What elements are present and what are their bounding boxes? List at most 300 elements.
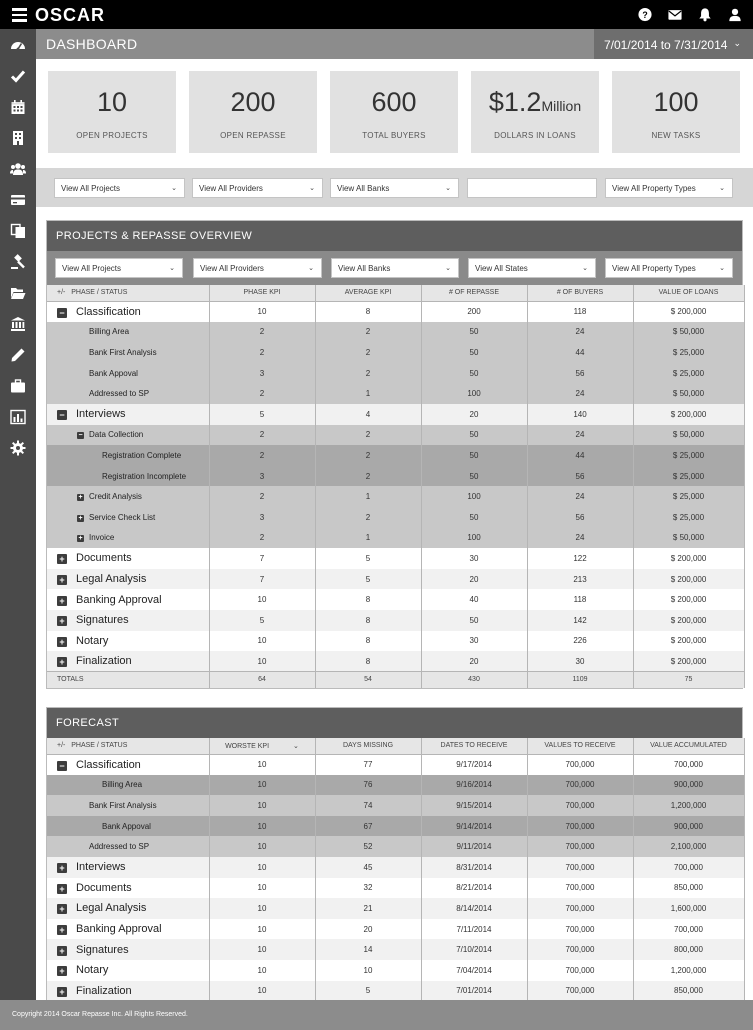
- chevron-down-icon: ⌄: [733, 38, 741, 48]
- kpi-row: [36, 59, 753, 168]
- table-cell: 700,000: [527, 898, 633, 919]
- table-cell: 30: [527, 651, 633, 672]
- overview-property-types-select[interactable]: [605, 258, 733, 278]
- table-cell: 1: [315, 486, 421, 507]
- table-cell: 10: [209, 960, 315, 981]
- phase-cell: [47, 754, 209, 775]
- table-row[interactable]: [47, 651, 744, 672]
- table-cell: 2: [315, 445, 421, 466]
- phase-name: Finalization: [76, 984, 132, 997]
- table-cell: 24: [527, 425, 633, 446]
- phase-name: Classification: [76, 305, 141, 318]
- table-row[interactable]: [47, 836, 744, 857]
- phase-cell: [47, 569, 209, 590]
- expand-icon[interactable]: +: [57, 596, 67, 606]
- table-row[interactable]: [47, 548, 744, 569]
- table-row[interactable]: [47, 919, 744, 940]
- phase-cell: [47, 816, 209, 837]
- table-cell: 700,000: [527, 878, 633, 899]
- table-cell: 2: [209, 486, 315, 507]
- overview-providers-select[interactable]: [193, 258, 322, 278]
- kpi-label: NEW TASKS: [651, 131, 701, 140]
- table-cell: 2: [315, 363, 421, 384]
- table-cell: 30: [421, 548, 527, 569]
- table-cell: 700,000: [527, 754, 633, 775]
- toggle-column-label: +/-: [57, 289, 66, 297]
- expand-icon[interactable]: +: [57, 554, 67, 564]
- table-cell: 56: [527, 363, 633, 384]
- collapse-icon[interactable]: −: [57, 761, 67, 771]
- table-cell: 7/01/2014: [421, 981, 527, 1002]
- overview-states-select[interactable]: [468, 258, 596, 278]
- table-row[interactable]: [47, 610, 744, 631]
- phase-name: Signatures: [76, 614, 129, 627]
- table-cell: 700,000: [633, 754, 744, 775]
- table-cell: 1,200,000: [633, 960, 744, 981]
- phase-cell: [47, 651, 209, 672]
- table-row[interactable]: [47, 363, 744, 384]
- table-row[interactable]: [47, 425, 744, 446]
- phase-cell: [47, 528, 209, 549]
- table-row[interactable]: [47, 795, 744, 816]
- table-row[interactable]: [47, 960, 744, 981]
- phase-cell: [47, 836, 209, 857]
- table-row[interactable]: [47, 466, 744, 487]
- table-cell: 430: [421, 672, 527, 688]
- table-cell: $ 200,000: [633, 301, 744, 322]
- chevron-down-icon: ⌄: [445, 185, 451, 192]
- table-cell: 850,000: [633, 981, 744, 1002]
- overview-panel-title: PROJECTS & REPASSE OVERVIEW: [47, 221, 742, 251]
- column-header-phase: [47, 738, 209, 754]
- pencil-icon[interactable]: [10, 347, 26, 363]
- table-cell: 9/14/2014: [421, 816, 527, 837]
- bell-icon[interactable]: [698, 7, 712, 22]
- help-icon[interactable]: [638, 7, 652, 22]
- table-row[interactable]: [47, 383, 744, 404]
- expand-icon[interactable]: +: [57, 863, 67, 873]
- phase-cell: [47, 425, 209, 446]
- sidebar: [0, 29, 36, 1000]
- phase-name: Finalization: [76, 655, 132, 668]
- bank-icon[interactable]: [10, 316, 26, 332]
- phase-cell: [47, 548, 209, 569]
- table-cell: 2: [315, 507, 421, 528]
- kpi-card-open-projects: [48, 71, 176, 153]
- bar-chart-icon[interactable]: [10, 409, 26, 425]
- phase-column-label: PHASE / STATUS: [71, 742, 128, 750]
- expand-icon[interactable]: +: [57, 884, 67, 894]
- expand-icon[interactable]: +: [57, 657, 67, 667]
- kpi-label: TOTAL BUYERS: [362, 131, 426, 140]
- phase-name: Notary: [76, 964, 109, 977]
- expand-icon[interactable]: +: [57, 575, 67, 585]
- table-cell: 10: [209, 795, 315, 816]
- phase-cell: [47, 486, 209, 507]
- table-cell: 50: [421, 322, 527, 343]
- expand-icon[interactable]: +: [57, 637, 67, 647]
- table-cell: 54: [315, 672, 421, 688]
- phase-name: Notary: [76, 634, 109, 647]
- table-cell: 4: [315, 404, 421, 425]
- property-types-filter-select[interactable]: [605, 178, 733, 198]
- expand-icon[interactable]: +: [57, 946, 67, 956]
- table-cell: 8/31/2014: [421, 857, 527, 878]
- expand-icon[interactable]: +: [57, 616, 67, 626]
- table-row[interactable]: [47, 939, 744, 960]
- dashboard-header: [36, 29, 753, 59]
- table-cell: $ 25,000: [633, 507, 744, 528]
- table-cell: 3: [209, 363, 315, 384]
- collapse-icon[interactable]: −: [57, 308, 67, 318]
- table-row[interactable]: [47, 878, 744, 899]
- hamburger-menu-icon[interactable]: [12, 8, 27, 21]
- table-header-row: [47, 285, 744, 301]
- table-cell: 1: [315, 383, 421, 404]
- table-row[interactable]: [47, 445, 744, 466]
- banks-filter-select[interactable]: [330, 178, 459, 198]
- table-cell: 76: [315, 775, 421, 796]
- table-row[interactable]: [47, 507, 744, 528]
- table-cell: 50: [421, 610, 527, 631]
- select-value: View All Property Types: [612, 264, 696, 273]
- kpi-value: $1.2: [488, 87, 542, 117]
- table-cell: 118: [527, 589, 633, 610]
- chevron-down-icon: ⌄: [719, 265, 725, 272]
- kpi-value: 600: [371, 87, 417, 117]
- phase-cell: [47, 342, 209, 363]
- column-header-value-accumulated: VALUE ACCUMULATED: [633, 738, 744, 754]
- table-cell: 226: [527, 631, 633, 652]
- chevron-down-icon: ⌄: [293, 742, 299, 750]
- table-cell: 8: [315, 589, 421, 610]
- phase-cell: [47, 631, 209, 652]
- table-cell: 2: [209, 528, 315, 549]
- phase-name: Bank First Analysis: [89, 347, 157, 357]
- table-cell: 100: [421, 528, 527, 549]
- table-cell: 2: [209, 425, 315, 446]
- chevron-down-icon: ⌄: [582, 265, 588, 272]
- global-filter-bar: [36, 168, 753, 207]
- phase-cell: [47, 857, 209, 878]
- top-bar: [0, 0, 753, 29]
- table-cell: 9/17/2014: [421, 754, 527, 775]
- phase-cell: [47, 981, 209, 1002]
- date-range-dropdown[interactable]: [594, 29, 753, 59]
- table-cell: 122: [527, 548, 633, 569]
- gavel-icon[interactable]: [10, 254, 26, 270]
- phase-name: Signatures: [76, 943, 129, 956]
- table-cell: 3: [209, 466, 315, 487]
- table-cell: 700,000: [527, 836, 633, 857]
- kpi-card-dollars-in-loans: [471, 71, 599, 153]
- totals-row: [47, 672, 744, 688]
- table-cell: $ 200,000: [633, 651, 744, 672]
- table-row[interactable]: [47, 322, 744, 343]
- table-cell: 1,200,000: [633, 795, 744, 816]
- table-cell: 50: [421, 342, 527, 363]
- phase-name: Invoice: [89, 533, 115, 543]
- brand-logo: OSCAR: [35, 5, 106, 25]
- table-row[interactable]: [47, 486, 744, 507]
- table-cell: $ 200,000: [633, 631, 744, 652]
- table-cell: 10: [209, 631, 315, 652]
- table-cell: 10: [209, 939, 315, 960]
- table-cell: 900,000: [633, 775, 744, 796]
- phase-cell: [47, 589, 209, 610]
- search-input[interactable]: [467, 178, 597, 198]
- phase-name: Legal Analysis: [76, 902, 147, 915]
- expand-icon[interactable]: +: [57, 966, 67, 976]
- table-cell: 8: [315, 631, 421, 652]
- phase-cell: [47, 383, 209, 404]
- table-cell: 9/15/2014: [421, 795, 527, 816]
- table-cell: 700,000: [527, 960, 633, 981]
- table-cell: 8/21/2014: [421, 878, 527, 899]
- table-cell: 700,000: [527, 795, 633, 816]
- phase-cell: [47, 898, 209, 919]
- table-cell: 10: [315, 960, 421, 981]
- forecast-table-body: [47, 754, 744, 1001]
- table-cell: 20: [421, 651, 527, 672]
- table-cell: 850,000: [633, 878, 744, 899]
- table-cell: 24: [527, 486, 633, 507]
- table-row[interactable]: [47, 569, 744, 590]
- expand-icon[interactable]: +: [78, 494, 83, 502]
- phase-name: Registration Incomplete: [102, 471, 187, 481]
- table-cell: $ 200,000: [633, 548, 744, 569]
- folder-open-icon[interactable]: [10, 285, 26, 301]
- gear-icon[interactable]: [10, 440, 26, 456]
- table-cell: 2: [315, 425, 421, 446]
- table-row[interactable]: [47, 981, 744, 1002]
- date-range-label: 7/01/2014 to 7/31/2014: [604, 38, 728, 52]
- table-cell: 3: [209, 507, 315, 528]
- kpi-value: 10: [96, 87, 128, 117]
- projects-filter-select[interactable]: [54, 178, 185, 198]
- table-cell: 1,600,000: [633, 898, 744, 919]
- select-value: View All Banks: [337, 184, 390, 193]
- table-cell: 56: [527, 466, 633, 487]
- expand-icon[interactable]: +: [57, 904, 67, 914]
- table-cell: 10: [209, 981, 315, 1002]
- user-icon[interactable]: [728, 7, 742, 22]
- dashboard-icon[interactable]: [10, 37, 26, 53]
- table-cell: 800,000: [633, 939, 744, 960]
- table-row[interactable]: [47, 898, 744, 919]
- table-cell: 10: [209, 816, 315, 837]
- chevron-down-icon: ⌄: [169, 265, 175, 272]
- collapse-icon[interactable]: −: [57, 410, 67, 420]
- table-cell: 10: [209, 857, 315, 878]
- chevron-down-icon: ⌄: [309, 185, 315, 192]
- column-header-values-to-receive: VALUES TO RECEIVE: [527, 738, 633, 754]
- building-icon[interactable]: [10, 130, 26, 146]
- mail-icon[interactable]: [668, 7, 682, 22]
- table-row[interactable]: [47, 528, 744, 549]
- table-cell: 200: [421, 301, 527, 322]
- table-cell: 32: [315, 878, 421, 899]
- table-cell: 50: [421, 445, 527, 466]
- table-cell: 10: [209, 775, 315, 796]
- phase-name: Banking Approval: [76, 593, 162, 606]
- table-cell: $ 25,000: [633, 466, 744, 487]
- phase-name: Registration Complete: [102, 450, 182, 460]
- table-cell: 900,000: [633, 816, 744, 837]
- expand-icon[interactable]: +: [78, 514, 83, 522]
- select-value: View All Providers: [199, 184, 263, 193]
- column-header-worste-kpi[interactable]: [209, 738, 315, 754]
- table-row[interactable]: [47, 631, 744, 652]
- table-cell: 64: [209, 672, 315, 688]
- table-cell: 2: [315, 342, 421, 363]
- table-cell: 10: [209, 651, 315, 672]
- table-cell: 5: [315, 981, 421, 1002]
- users-icon[interactable]: [10, 161, 26, 177]
- table-cell: 5: [315, 548, 421, 569]
- table-row[interactable]: [47, 857, 744, 878]
- table-row[interactable]: [47, 775, 744, 796]
- table-cell: 7: [209, 548, 315, 569]
- table-cell: 700,000: [527, 857, 633, 878]
- table-cell: 2: [209, 342, 315, 363]
- table-cell: 24: [527, 383, 633, 404]
- phase-cell: [47, 795, 209, 816]
- phase-name: Bank Appoval: [89, 368, 138, 378]
- select-value: View All Projects: [61, 184, 120, 193]
- chevron-down-icon: ⌄: [171, 185, 177, 192]
- kpi-label: DOLLARS IN LOANS: [494, 131, 576, 140]
- table-cell: 213: [527, 569, 633, 590]
- phase-cell: [47, 301, 209, 322]
- table-cell: 7/04/2014: [421, 960, 527, 981]
- totals-label: TOTALS: [47, 672, 209, 688]
- table-cell: 700,000: [527, 775, 633, 796]
- table-cell: 2: [209, 383, 315, 404]
- table-cell: 40: [421, 589, 527, 610]
- expand-icon[interactable]: +: [78, 535, 83, 543]
- table-cell: 2,100,000: [633, 836, 744, 857]
- table-cell: $ 25,000: [633, 363, 744, 384]
- table-cell: 7: [209, 569, 315, 590]
- table-cell: 10: [209, 878, 315, 899]
- expand-icon[interactable]: +: [57, 987, 67, 997]
- phase-name: Documents: [76, 552, 132, 565]
- table-cell: 10: [209, 754, 315, 775]
- phase-name: Data Collection: [89, 430, 144, 440]
- worste-kpi-label: WORSTE KPI: [225, 742, 270, 750]
- copy-icon[interactable]: [10, 223, 26, 239]
- table-row[interactable]: [47, 404, 744, 425]
- table-cell: $ 25,000: [633, 486, 744, 507]
- table-row[interactable]: [47, 816, 744, 837]
- expand-icon[interactable]: +: [57, 925, 67, 935]
- table-row[interactable]: [47, 342, 744, 363]
- table-cell: 700,000: [527, 939, 633, 960]
- table-cell: 118: [527, 301, 633, 322]
- toggle-column-label: +/-: [57, 742, 66, 750]
- table-cell: 8/14/2014: [421, 898, 527, 919]
- svg-text:?: ?: [642, 10, 648, 20]
- kpi-label: OPEN PROJECTS: [76, 131, 148, 140]
- table-cell: 74: [315, 795, 421, 816]
- phase-cell: [47, 363, 209, 384]
- phase-name: Credit Analysis: [89, 492, 142, 502]
- overview-table: [47, 285, 745, 688]
- table-cell: 50: [421, 425, 527, 446]
- overview-banks-select[interactable]: [331, 258, 459, 278]
- table-cell: $ 200,000: [633, 610, 744, 631]
- table-cell: 45: [315, 857, 421, 878]
- table-cell: 50: [421, 363, 527, 384]
- phase-name: Billing Area: [89, 327, 130, 337]
- table-row[interactable]: [47, 754, 744, 775]
- phase-cell: [47, 775, 209, 796]
- table-cell: 14: [315, 939, 421, 960]
- briefcase-icon[interactable]: [10, 378, 26, 394]
- table-cell: $ 50,000: [633, 322, 744, 343]
- forecast-table: [47, 738, 745, 1001]
- chevron-down-icon: ⌄: [719, 185, 725, 192]
- table-cell: 50: [421, 507, 527, 528]
- phase-name: Legal Analysis: [76, 573, 147, 586]
- select-value: View All Projects: [62, 264, 121, 273]
- phase-name: Bank Appoval: [102, 821, 151, 831]
- table-cell: 8: [315, 301, 421, 322]
- phase-cell: [47, 919, 209, 940]
- phase-name: Billing Area: [102, 780, 143, 790]
- table-cell: 7/11/2014: [421, 919, 527, 940]
- column-header-days-missing: DAYS MISSING: [315, 738, 421, 754]
- table-cell: 20: [315, 919, 421, 940]
- table-cell: 10: [209, 836, 315, 857]
- table-row[interactable]: [47, 589, 744, 610]
- table-cell: $ 200,000: [633, 404, 744, 425]
- table-cell: 20: [421, 404, 527, 425]
- check-icon[interactable]: [10, 68, 26, 84]
- phase-name: Documents: [76, 881, 132, 894]
- table-cell: $ 200,000: [633, 569, 744, 590]
- phase-name: Interviews: [76, 861, 126, 874]
- table-cell: $ 50,000: [633, 528, 744, 549]
- collapse-icon[interactable]: −: [78, 432, 83, 440]
- phase-name: Bank First Analysis: [89, 800, 157, 810]
- table-cell: $ 50,000: [633, 383, 744, 404]
- table-cell: 700,000: [527, 981, 633, 1002]
- phase-name: Classification: [76, 758, 141, 771]
- overview-filter-bar: [47, 251, 742, 285]
- table-cell: 100: [421, 383, 527, 404]
- calendar-icon[interactable]: [10, 99, 26, 115]
- phase-name: Interviews: [76, 408, 126, 421]
- footer-copyright: Copyright 2014 Oscar Repasse Inc. All Rights Reserved.: [0, 1000, 753, 1030]
- table-cell: $ 25,000: [633, 342, 744, 363]
- table-cell: 50: [421, 466, 527, 487]
- phase-cell: [47, 939, 209, 960]
- table-cell: 2: [209, 322, 315, 343]
- providers-filter-select[interactable]: [192, 178, 323, 198]
- table-cell: 10: [209, 301, 315, 322]
- table-cell: 5: [315, 569, 421, 590]
- table-row[interactable]: [47, 301, 744, 322]
- phase-cell: [47, 404, 209, 425]
- credit-card-icon[interactable]: [10, 192, 26, 208]
- table-cell: 67: [315, 816, 421, 837]
- table-cell: 100: [421, 486, 527, 507]
- forecast-panel: [46, 707, 743, 1001]
- kpi-card-open-repasse: [189, 71, 317, 153]
- overview-projects-select[interactable]: [55, 258, 183, 278]
